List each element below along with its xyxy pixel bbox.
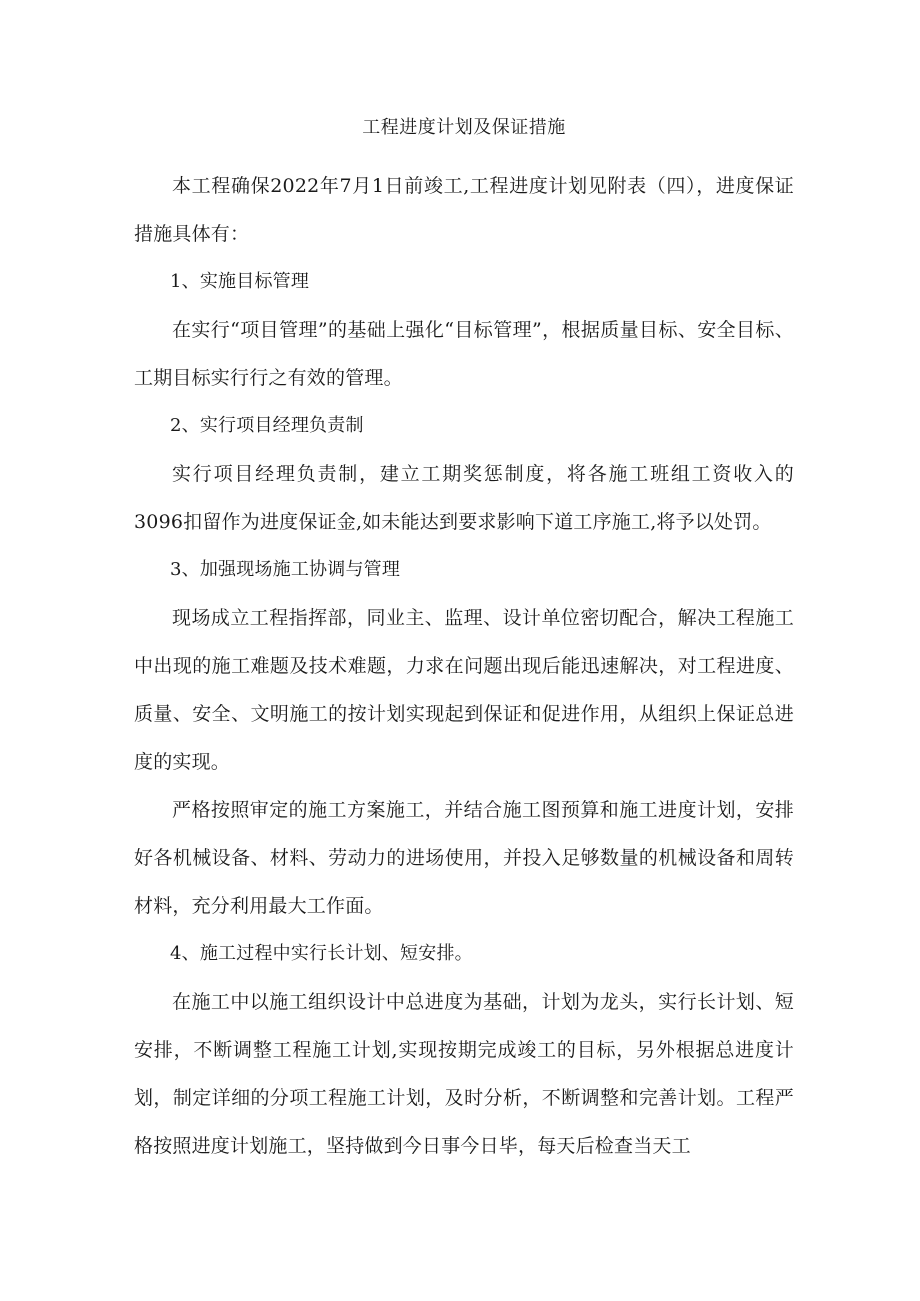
section-4 [134, 930, 794, 1170]
section-paragraph: 严格按照审定的施工方案施工，并结合施工图预算和施工进度计划，安排好各机械设备、材料、劳动力的进场使用，并投入足够数量的机械设备和周转材料，充分利用最大工作面。 [134, 799, 794, 917]
section-paragraph: 实行项目经理负责制，建立工期奖惩制度，将各施工班组工资收入的3096扣留作为进度保证金,如未能达到要求影响下道工序施工,将予以处罚。 [134, 463, 794, 533]
section-paragraph: 在施工中以施工组织设计中总进度为基础，计划为龙头，实行长计划、短安排，不断调整工程施工计划,实现按期完成竣工的目标，另外根据总进度计划，制定详细的分项工程施工计划，及时分析，不断调整和完善计划。工程严格按照进度计划施工，坚持做到今日事今日毕，每天后检查当天工 [134, 991, 794, 1157]
section-paragraph: 现场成立工程指挥部，同业主、监理、设计单位密切配合，解决工程施工中出现的施工难题及技术难题，力求在问题出现后能迅速解决，对工程进度、质量、安全、文明施工的按计划实现起到保证和促进作用，从组织上保证总进度的实现。 [134, 607, 794, 773]
document-title: 工程进度计划及保证措施 [362, 117, 566, 138]
document-page [134, 110, 794, 1170]
section-1 [134, 258, 794, 402]
section-heading: 4、施工过程中实行长计划、短安排。 [170, 943, 473, 964]
intro-paragraph: 本工程确保2022年7月1日前竣工,工程进度计划见附表（四），进度保证措施具体有： [134, 175, 794, 245]
section-heading: 3、加强现场施工协调与管理 [170, 559, 401, 580]
section-paragraph: 在实行“项目管理”的基础上强化“目标管理”，根据质量目标、安全目标、工期目标实行行之有效的管理。 [134, 319, 794, 389]
section-heading: 1、实施目标管理 [170, 271, 310, 292]
section-2 [134, 402, 794, 546]
section-3 [134, 546, 794, 930]
section-heading: 2、实行项目经理负责制 [170, 415, 364, 436]
